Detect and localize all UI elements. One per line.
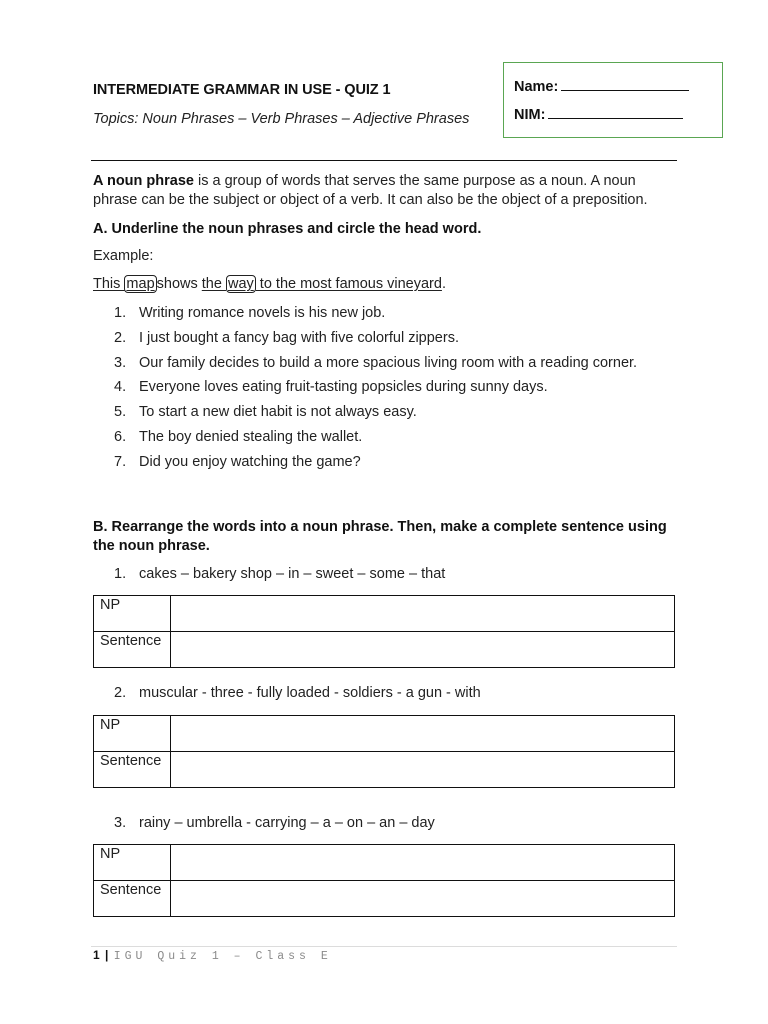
footer-separator: | <box>105 948 109 962</box>
answer-table-1 <box>93 595 675 668</box>
list-item: 4. Everyone loves eating fruit-tasting popsicles during sunny days. <box>114 379 548 395</box>
example-head-word-map: map <box>126 276 155 292</box>
document-title: INTERMEDIATE GRAMMAR IN USE - QUIZ 1 <box>93 82 391 98</box>
np-label: NP <box>94 716 171 751</box>
sentence-label: Sentence <box>94 632 171 667</box>
sentence-label: Sentence <box>94 881 171 916</box>
intro-paragraph <box>93 172 677 210</box>
sentence-label: Sentence <box>94 752 171 787</box>
example-label: Example: <box>93 248 154 264</box>
np-answer-cell[interactable] <box>171 716 674 751</box>
example-np1-pre: This <box>93 276 125 292</box>
student-info-box <box>503 62 723 138</box>
answer-table-3 <box>93 844 675 917</box>
np-label: NP <box>94 845 171 880</box>
np-answer-cell[interactable] <box>171 596 674 631</box>
footer-text: IGU Quiz 1 – Class E <box>113 950 332 963</box>
sentence-answer-cell[interactable] <box>171 881 674 916</box>
footer-divider <box>91 946 677 947</box>
example-middle: shows <box>156 276 202 292</box>
section-a-heading: A. Underline the noun phrases and circle the head word. <box>93 221 482 237</box>
table-row <box>94 631 674 667</box>
np-label: NP <box>94 596 171 631</box>
table-row <box>94 845 674 880</box>
example-end: . <box>441 276 446 292</box>
header-divider <box>91 160 677 161</box>
section-b-heading: B. Rearrange the words into a noun phrase. Then, make a complete sentence using the noun phrase. <box>93 519 667 554</box>
example-head-word-way: way <box>227 276 254 292</box>
sentence-answer-cell[interactable] <box>171 632 674 667</box>
np-answer-cell[interactable] <box>171 845 674 880</box>
name-row <box>514 78 689 95</box>
section-b-item-1: 1. cakes – bakery shop – in – sweet – some – that <box>114 566 446 582</box>
example-sentence <box>93 276 446 292</box>
answer-table-2 <box>93 715 675 788</box>
page-footer <box>93 948 332 963</box>
section-b-item-3: 3. rainy – umbrella - carrying – a – on – an – day <box>114 815 435 831</box>
section-a-list <box>114 305 638 470</box>
section-b-item-2: 2. muscular - three - fully loaded - soldiers - a gun - with <box>114 685 481 701</box>
list-item: 6. The boy denied stealing the wallet. <box>114 429 363 445</box>
sentence-answer-cell[interactable] <box>171 752 674 787</box>
nim-blank[interactable] <box>548 106 683 119</box>
table-row <box>94 880 674 916</box>
table-row <box>94 751 674 787</box>
name-label: Name: <box>514 79 559 95</box>
table-row <box>94 596 674 631</box>
list-item: 1. Writing romance novels is his new job. <box>114 305 386 321</box>
intro-text: is a group of words that serves the same purpose as a noun. A noun phrase can be the subject or object of a verb. It can also be the object of a preposition. <box>93 173 648 208</box>
list-item: 7. Did you enjoy watching the game? <box>114 454 361 470</box>
topics-line: Topics: Noun Phrases – Verb Phrases – Adjective Phrases <box>93 111 470 127</box>
nim-label: NIM: <box>514 107 546 123</box>
list-item: 2. I just bought a fancy bag with five colorful zippers. <box>114 330 459 346</box>
list-item: 3. Our family decides to build a more spacious living room with a reading corner. <box>114 355 638 371</box>
page-number: 1 <box>93 948 100 962</box>
example-np2-pre: the <box>201 276 226 292</box>
nim-row <box>514 106 683 123</box>
example-np2-post: to the most famous vineyard <box>255 276 442 292</box>
intro-bold-term: A noun phrase <box>93 173 194 189</box>
list-item: 5. To start a new diet habit is not always easy. <box>114 404 417 420</box>
table-row <box>94 716 674 751</box>
name-blank[interactable] <box>561 78 689 91</box>
